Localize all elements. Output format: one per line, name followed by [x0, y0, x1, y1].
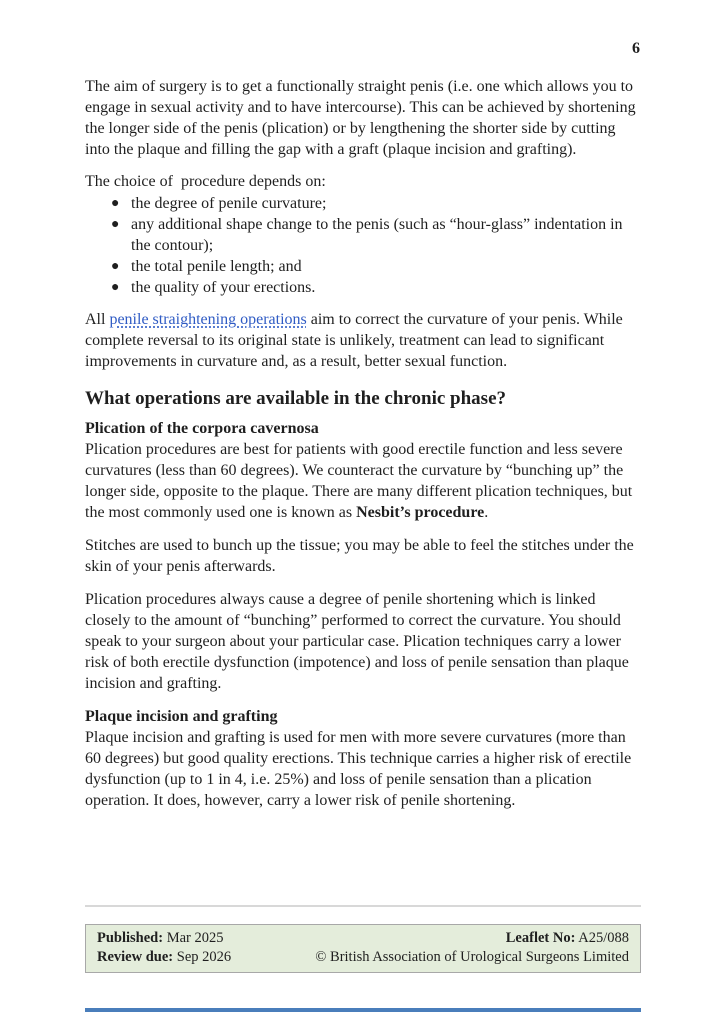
- leaflet-no-value: A25/088: [575, 930, 629, 946]
- footer-separator-line: [85, 905, 641, 907]
- bullet-text: the total penile length; and: [131, 258, 302, 275]
- plication-subheading: Plication of the corpora cavernosa: [85, 420, 319, 437]
- paragraph-text: .: [484, 504, 489, 521]
- bullet-text: the quality of your erections.: [131, 279, 316, 296]
- review-due-value: Sep 2026: [173, 949, 232, 965]
- bullet-icon: ●: [111, 259, 120, 274]
- paragraph-text: Plication procedures are best for patients with good erectile function and less severe curvatures (less than 60 degrees). We counteract the curvature by “bunching up” the longer side, opposite to the plaque. There are many different plication techniques, but the most commonly used one is known as: [85, 441, 633, 521]
- straightening-paragraph: [85, 309, 641, 372]
- published-label: Published:: [97, 930, 164, 946]
- footer-info-box: [85, 924, 641, 973]
- paragraph-text: aim to correct the curvature of your penis. While complete reversal to its original state is unlikely, treatment can lead to significant improvements in curvature and, as a result, better sexual function.: [85, 311, 623, 370]
- penile-straightening-operations-link[interactable]: penile straightening operations: [109, 311, 307, 328]
- leaflet-no-label: Leaflet No:: [505, 930, 576, 946]
- grafting-paragraph: Plaque incision and grafting is used for men with more severe curvatures (more than 60 degrees) but good quality erections. This technique carries a higher risk of erectile dysfunction (up to 1 in 4, i.e. 25%) and loss of penile sensation than a plication operation. It does, however, carry a lower risk of penile shortening.: [85, 729, 632, 809]
- list-item: [85, 277, 641, 298]
- bullet-icon: ●: [111, 217, 120, 232]
- published-row: [97, 929, 231, 948]
- section-heading: What operations are available in the chronic phase?: [85, 388, 507, 409]
- published-value: Mar 2025: [163, 930, 224, 946]
- bullet-icon: ●: [111, 280, 120, 295]
- bullet-text: the degree of penile curvature;: [131, 195, 327, 212]
- list-item: [85, 193, 641, 214]
- grafting-subheading: Plaque incision and grafting: [85, 708, 278, 725]
- choice-intro: The choice of procedure depends on:: [85, 173, 326, 190]
- review-due-label: Review due:: [97, 949, 174, 965]
- page-bottom-accent-bar: [85, 1008, 641, 1012]
- plication-paragraph-2: Stitches are used to bunch up the tissue; you may be able to feel the stitches under the skin of your penis afterwards.: [85, 537, 634, 575]
- footer-right-column: [315, 929, 629, 967]
- intro-paragraph: The aim of surgery is to get a functionally straight penis (i.e. one which allows you to engage in sexual activity and to have intercourse). This can be achieved by shortening the longer side of the penis (plication) or by lengthening the shorter side by cutting into the plaque and filling the gap with a graft (plaque incision and grafting).: [85, 78, 636, 158]
- page-body: [85, 76, 641, 822]
- leaflet-no-row: [315, 929, 629, 948]
- list-item: [85, 256, 641, 277]
- paragraph-text: All: [85, 311, 110, 328]
- nesbit-procedure-bold: Nesbit’s procedure: [356, 504, 485, 521]
- bullet-text: any additional shape change to the penis (such as “hour-glass” indentation in the contour);: [131, 216, 623, 254]
- plication-paragraph-3: Plication procedures always cause a degree of penile shortening which is linked closely to the amount of “bunching” performed to correct the curvature. You should speak to your surgeon about your particular case. Plication techniques carry a lower risk of both erectile dysfunction (impotence) and loss of penile sensation than plaque incision and grafting.: [85, 591, 629, 692]
- footer-left-column: [97, 929, 231, 967]
- review-due-row: [97, 948, 231, 967]
- bullet-icon: ●: [111, 196, 120, 211]
- page-number: 6: [632, 40, 640, 57]
- plication-paragraph-1: [85, 439, 641, 523]
- copyright-line: © British Association of Urological Surgeons Limited: [315, 949, 629, 965]
- list-item: [85, 214, 641, 256]
- choice-bullet-list: [85, 193, 641, 298]
